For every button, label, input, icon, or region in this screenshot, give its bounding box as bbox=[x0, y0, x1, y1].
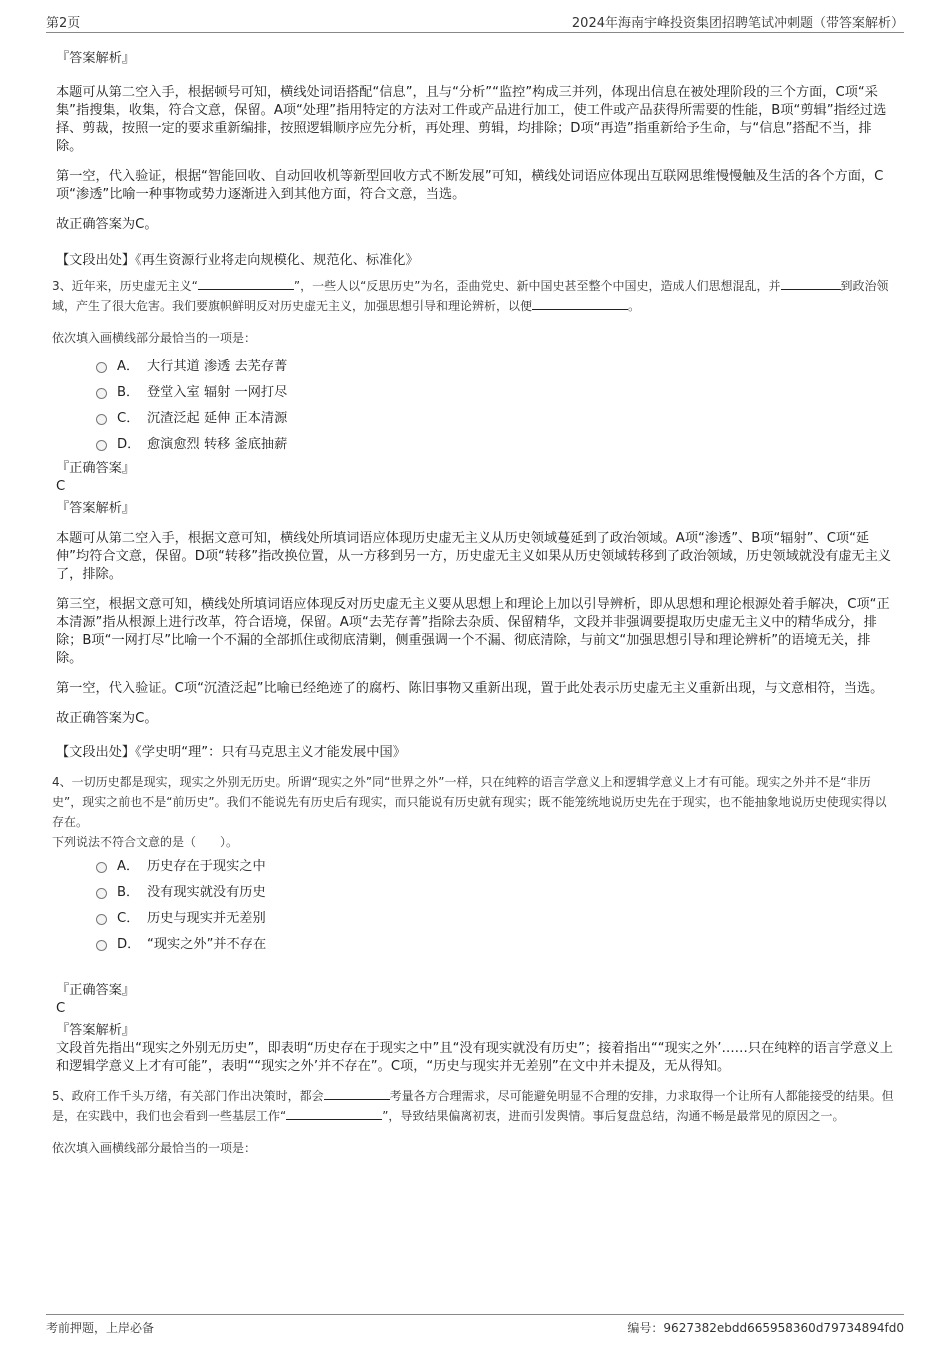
document-body bbox=[52, 44, 896, 1158]
question-prompt: 下列说法不符合文意的是（ ）。 bbox=[52, 835, 239, 849]
question-stem: 4、一切历史都是现实，现实之外别无历史。所谓“现实之外”同“世界之外”一样，只在纯粹的语言学意义上和逻辑学意义上才有可能。现实之外并不是“非历史”，现实之前也不是“前历史”。我们不能说先有历史后有现实，而只能说有历史就有现实；既不能笼统地说历史先在于现实，也不能抽象地说历史使现实得以存在。 bbox=[52, 775, 887, 829]
radio-icon[interactable] bbox=[96, 888, 107, 899]
question-prompt: 依次填入画横线部分最恰当的一项是： bbox=[52, 331, 257, 345]
option-a[interactable]: A． 大行其道 渗透 去芜存菁 bbox=[96, 354, 896, 380]
correct-answer: C bbox=[56, 479, 66, 494]
question-stem: 5、政府工作千头万绪，有关部门作出决策时，都会 考量各方合理需求，尽可能避免明显不合理的安排，力求取得一个让所有人都能接受的结果。但是，在实践中，我们也会看到一些基层工作“ ”，导致结果偏离初衷，进而引发舆情。事后复盘总结，沟通不畅是最常见的原因之一。 bbox=[52, 1089, 894, 1123]
fill-blank bbox=[324, 1087, 390, 1100]
analysis-label: 『答案解析』 bbox=[56, 501, 136, 516]
correct-answer-label: 『正确答案』 bbox=[56, 461, 136, 476]
source-citation: 【文段出处】《再生资源行业将走向规模化、规范化、标准化》 bbox=[56, 253, 419, 268]
option-list bbox=[56, 854, 896, 958]
fill-blank bbox=[286, 1107, 382, 1120]
option-c[interactable]: C． 沉渣泛起 延伸 正本清源 bbox=[96, 406, 896, 432]
document-title: 2024年海南宇峰投资集团招聘笔试冲刺题（带答案解析） bbox=[571, 16, 904, 31]
document-id: 编号：9627382ebdd665958360d79734894fd0 bbox=[627, 1321, 904, 1335]
fill-blank bbox=[532, 297, 628, 310]
analysis-paragraph: 第一空，代入验证，根据“智能回收、自动回收机等新型回收方式不断发展”可知，横线处词语应体现出互联网思维慢慢触及生活的各个方面，C项“渗透”比喻一种事物或势力逐渐进入到其他方面，符合文意，当选。 bbox=[56, 169, 884, 202]
correct-answer-label: 『正确答案』 bbox=[56, 983, 136, 998]
option-d[interactable]: D． “现实之外”并不存在 bbox=[96, 932, 896, 958]
answer-conclusion: 故正确答案为C。 bbox=[56, 711, 158, 726]
analysis-paragraph: 本题可从第二空入手，根据文意可知，横线处所填词语应体现历史虚无主义从历史领域蔓延到了政治领域。A项“渗透”、B项“辐射”、C项“延伸”均符合文意，保留。D项“转移”指改换位置，从一方移到另一方，历史虚无主义如果从历史领域转移到了政治领域，历史领域就没有虚无主义了，排除。 bbox=[56, 531, 892, 582]
correct-answer: C bbox=[56, 1001, 66, 1016]
analysis-paragraph: 第三空，根据文意可知，横线处所填词语应体现反对历史虚无主义要从思想上和理论上加以引导辨析，即从思想和理论根源处着手解决，C项“正本清源”指从根源上进行改革，符合语境，保留。A项“去芜存菁”指除去杂质、保留精华，文段并非强调要提取历史虚无主义中的精华成分，排除；B项“一网打尽”比喻一个不漏的全部抓住或彻底清剿，侧重强调一个不漏、彻底清除，与前文“加强思想引导和理论辨析”的语境无关，排除。 bbox=[56, 597, 890, 666]
option-c[interactable]: C． 历史与现实并无差别 bbox=[96, 906, 896, 932]
answer-conclusion: 故正确答案为C。 bbox=[56, 217, 158, 232]
option-d[interactable]: D． 愈演愈烈 转移 釜底抽薪 bbox=[96, 432, 896, 458]
option-b[interactable]: B． 没有现实就没有历史 bbox=[96, 880, 896, 906]
option-a[interactable]: A． 历史存在于现实之中 bbox=[96, 854, 896, 880]
analysis-paragraph: 第一空，代入验证。C项“沉渣泛起”比喻已经绝迹了的腐朽、陈旧事物又重新出现，置于此处表示历史虚无主义重新出现，与文意相符，当选。 bbox=[56, 681, 884, 696]
radio-icon[interactable] bbox=[96, 414, 107, 425]
page-number: 第2页 bbox=[46, 16, 81, 31]
radio-icon[interactable] bbox=[96, 914, 107, 925]
analysis-paragraph: 本题可从第二空入手，根据顿号可知，横线处词语搭配“信息”，且与“分析”“监控”构成三并列，体现出信息在被处理阶段的三个方面，C项“采集”指搜集，收集，符合文意，保留。A项“处理”指用特定的方法对工件或产品进行加工，使工件或产品获得所需要的性能，B项“剪辑”指经过选择、剪裁，按照一定的要求重新编排，按照逻辑顺序应先分析，再处理、剪辑，均排除；D项“再造”指重新给予生命，与“信息”搭配不当，排除。 bbox=[56, 85, 887, 154]
page-footer bbox=[46, 1314, 904, 1336]
radio-icon[interactable] bbox=[96, 862, 107, 873]
question-prompt: 依次填入画横线部分最恰当的一项是： bbox=[52, 1141, 257, 1155]
analysis-paragraph: 文段首先指出“现实之外别无历史”，即表明“历史存在于现实之中”且“没有现实就没有历史”；接着指出““现实之外’……只在纯粹的语言学意义上和逻辑学意义上才有可能”，表明““现实之外’并不存在”。C项，“历史与现实并无差别”在文中并未提及，无从得知。 bbox=[56, 1041, 893, 1074]
source-citation: 【文段出处】《学史明“理”：只有马克思主义才能发展中国》 bbox=[56, 745, 406, 760]
radio-icon[interactable] bbox=[96, 940, 107, 951]
radio-icon[interactable] bbox=[96, 388, 107, 399]
analysis-label: 『答案解析』 bbox=[56, 51, 136, 66]
fill-blank bbox=[198, 277, 294, 290]
analysis-label: 『答案解析』 bbox=[56, 1023, 136, 1038]
question-stem: 3、近年来，历史虚无主义“ ”，一些人以“反思历史”为名，歪曲党史、新中国史甚至整个中国史，造成人们思想混乱，并 到政治领域，产生了很大危害。我们要旗帜鲜明反对历史虚无主义，加强思想引导和理论辨析，以便 。 bbox=[52, 279, 889, 313]
radio-icon[interactable] bbox=[96, 440, 107, 451]
page-header bbox=[46, 10, 904, 33]
fill-blank bbox=[781, 277, 841, 290]
footer-slogan: 考前押题，上岸必备 bbox=[46, 1321, 155, 1335]
option-list bbox=[56, 354, 896, 458]
option-b[interactable]: B． 登堂入室 辐射 一网打尽 bbox=[96, 380, 896, 406]
radio-icon[interactable] bbox=[96, 362, 107, 373]
